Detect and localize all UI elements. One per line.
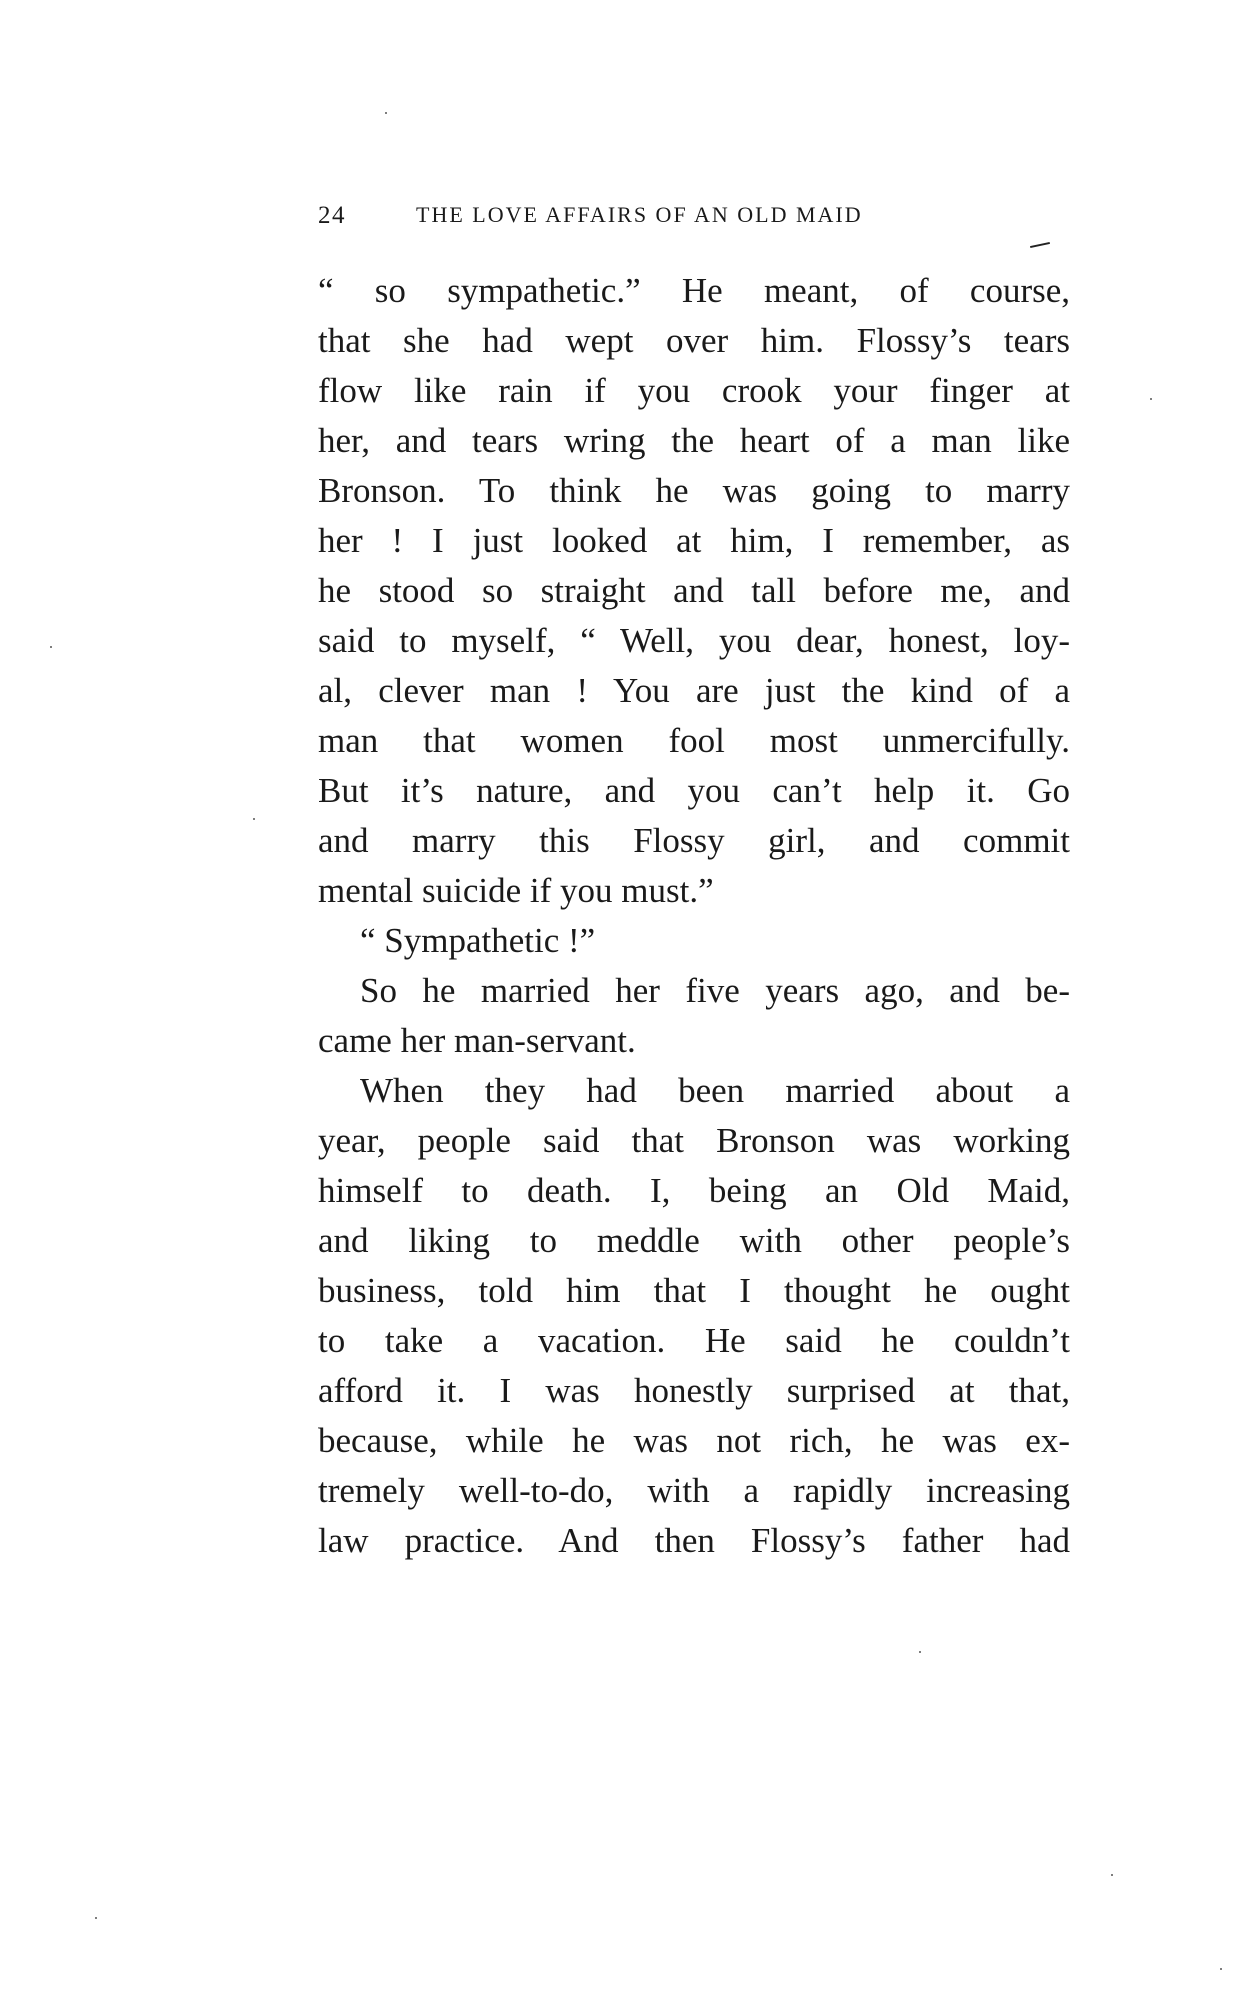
text-line: flow like rain if you crook your finger at	[318, 371, 1070, 410]
paper-speck	[95, 1917, 97, 1919]
text-line: himself to death. I, being an Old Maid,	[318, 1171, 1070, 1210]
text-line: her ! I just looked at him, I remember, as	[318, 521, 1070, 560]
body-text	[318, 266, 1070, 1566]
text-line: When they had been married about a	[360, 1071, 1070, 1110]
running-title: THE LOVE AFFAIRS OF AN OLD MAID	[416, 202, 863, 227]
paper-speck	[385, 112, 387, 114]
text-line: afford it. I was honestly surprised at that,	[318, 1371, 1070, 1410]
text-line: man that women fool most unmercifully.	[318, 721, 1070, 760]
paper-speck	[1111, 1874, 1113, 1876]
text-line: that she had wept over him. Flossy’s tears	[318, 321, 1070, 360]
text-line: he stood so straight and tall before me, and	[318, 571, 1070, 610]
running-head	[318, 202, 978, 238]
text-line: “ so sympathetic.” He meant, of course,	[318, 271, 1070, 310]
printer-mark	[1030, 242, 1050, 248]
text-line: law practice. And then Flossy’s father had	[318, 1521, 1070, 1560]
text-line: year, people said that Bronson was working	[318, 1121, 1070, 1160]
text-line: mental suicide if you must.”	[318, 871, 714, 910]
text-line: But it’s nature, and you can’t help it. Go	[318, 771, 1070, 810]
text-line: So he married her five years ago, and be-	[360, 971, 1070, 1010]
page-number: 24	[318, 202, 346, 229]
paper-speck	[1150, 398, 1152, 400]
text-line: and liking to meddle with other people’s	[318, 1221, 1070, 1260]
paper-speck	[253, 818, 255, 820]
text-line: al, clever man ! You are just the kind of a	[318, 671, 1070, 710]
paper-speck	[919, 1651, 921, 1653]
text-line: came her man-servant.	[318, 1021, 636, 1060]
text-line: said to myself, “ Well, you dear, honest, loy-	[318, 621, 1070, 660]
text-line: “ Sympathetic !”	[360, 921, 596, 960]
text-line: Bronson. To think he was going to marry	[318, 471, 1070, 510]
text-line: her, and tears wring the heart of a man like	[318, 421, 1070, 460]
text-line: business, told him that I thought he ought	[318, 1271, 1070, 1310]
text-line: to take a vacation. He said he couldn’t	[318, 1321, 1070, 1360]
paper-speck	[1220, 1968, 1222, 1970]
paper-speck	[50, 646, 52, 648]
text-line: because, while he was not rich, he was ex-	[318, 1421, 1070, 1460]
text-line: tremely well-to-do, with a rapidly increasing	[318, 1471, 1070, 1510]
text-line: and marry this Flossy girl, and commit	[318, 821, 1070, 860]
